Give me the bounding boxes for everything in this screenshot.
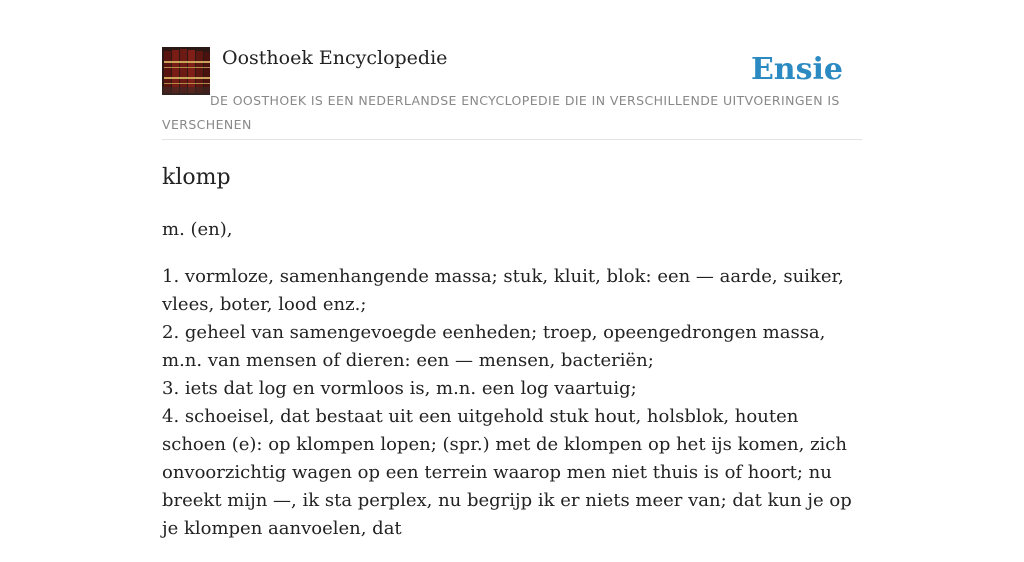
encyclopedia-books-icon[interactable]	[162, 47, 210, 95]
site-header	[162, 46, 862, 140]
site-tagline: DE OOSTHOEK IS EEN NEDERLANDSE ENCYCLOPEDIE DIE IN VERSCHILLENDE UITVOERINGEN IS VERSCHENEN	[162, 93, 840, 132]
definition-2: 2. geheel van samengevoegde eenheden; troep, opeengedrongen massa, m.n. van mensen of dieren: een — mensen, bacteriën;	[162, 322, 826, 371]
definition-1: 1. vormloze, samenhangende massa; stuk, kluit, blok: een — aarde, suiker, vlees, boter, lood enz.;	[162, 266, 844, 315]
entry-headword: klomp	[162, 165, 231, 190]
definition-3: 3. iets dat log en vormloos is, m.n. een log vaartuig;	[162, 378, 637, 399]
definition-4: 4. schoeisel, dat bestaat uit een uitgehold stuk hout, holsblok, houten schoen (e): op klompen lopen; (spr.) met de klompen op het ijs komen, zich onvoorzichtig wagen op een terrein waarop men niet thuis is of hoort; nu breekt mijn —, ik sta perplex, nu begrijp ik er niets meer van; dat kun je op je klompen aanvoelen, dat	[162, 406, 852, 539]
entry-grammar: m. (en),	[162, 219, 233, 240]
entry-definitions	[162, 263, 868, 543]
site-title-link[interactable]: Oosthoek Encyclopedie	[222, 47, 448, 69]
entry-body	[162, 216, 868, 562]
ensie-logo-link[interactable]: Ensie	[750, 52, 843, 87]
